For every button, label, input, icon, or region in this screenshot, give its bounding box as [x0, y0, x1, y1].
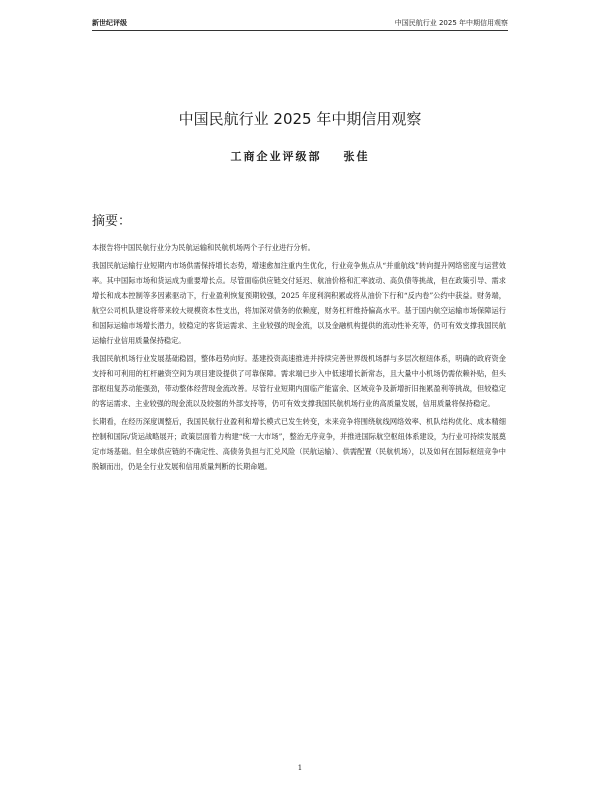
abstract-heading: 摘要：	[92, 214, 132, 229]
author-department: 工商企业评级部	[230, 150, 322, 163]
author-name: 张佳	[343, 150, 370, 163]
abstract-body	[92, 240, 506, 477]
author-line	[0, 148, 600, 164]
header-report-title: 中国民航行业 2025 年中期信用观察	[394, 19, 508, 27]
header-brand: 新世纪评级	[92, 19, 127, 27]
page-header	[92, 16, 508, 31]
paragraph: 我国民航机场行业发展基础稳固，整体趋势向好。基建投资高速推进并持续完善世界级机场群与多层次枢纽体系，明确的政府资金支持和可利用的杠杆融资空间为项目建设提供了可靠保障。需求端已步入中低速增长新常态，且大量中小机场仍需依赖补贴，但头部枢纽复苏动能强劲，带动整体经营现金流改善。尽管行业短期内面临产能富余、区域竞争及新增折旧拖累盈利等挑战，但较稳定的客运需求、主业较强的现金流以及较强的外部支持等，仍可有效支撑我国民航机场行业的高质量发展，信用质量将保持稳定。	[92, 354, 506, 408]
paragraph: 我国民航运输行业短期内市场供需保持增长态势，增速愈加注重内生优化，行业竞争焦点从“并重航线”转向提升网络密度与运营效率。其中国际市场和货运成为重要增长点。尽管面临供应链交付延迟、航油价格和汇率波动、高负债等挑战，但在政策引导、需求增长和成本控制等多因素驱动下，行业盈利恢复预期较强，2025 年度利润积累或将从油价下行和“反内卷”公约中获益。财务端，航空公司机队建设将带来较大规模资本性支出，将加深对债务的依赖度，财务杠杆维持偏高水平。基于国内航空运输市场保障运行和国际运输市场增长潜力，较稳定的客货运需求、主业较强的现金流，以及金融机构提供的流动性补充等，仍可有效支撑我国民航运输行业信用质量保持稳定。	[92, 261, 506, 345]
paragraph: 长期看，在经历深度调整后，我国民航行业盈利和增长模式已发生转变，未来竞争将围绕航线网络效率、机队结构优化、成本精细控制和国际/货运战略展开；政策层面着力构建“统一大市场”，整治无序竞争，并推进国际航空枢纽体系建设，为行业可持续发展奠定市场基础。但全球供应链的不确定性、高债务负担与汇兑风险（民航运输）、供需配置（民航机场），以及如何在国际枢纽竞争中脱颖而出，仍是全行业发展和信用质量判断的长期命题。	[92, 417, 506, 471]
page-number: 1	[297, 764, 303, 772]
document-title: 中国民航行业 2025 年中期信用观察	[178, 110, 422, 128]
paragraph: 本报告将中国民航行业分为民航运输和民航机场两个子行业进行分析。	[92, 243, 315, 252]
